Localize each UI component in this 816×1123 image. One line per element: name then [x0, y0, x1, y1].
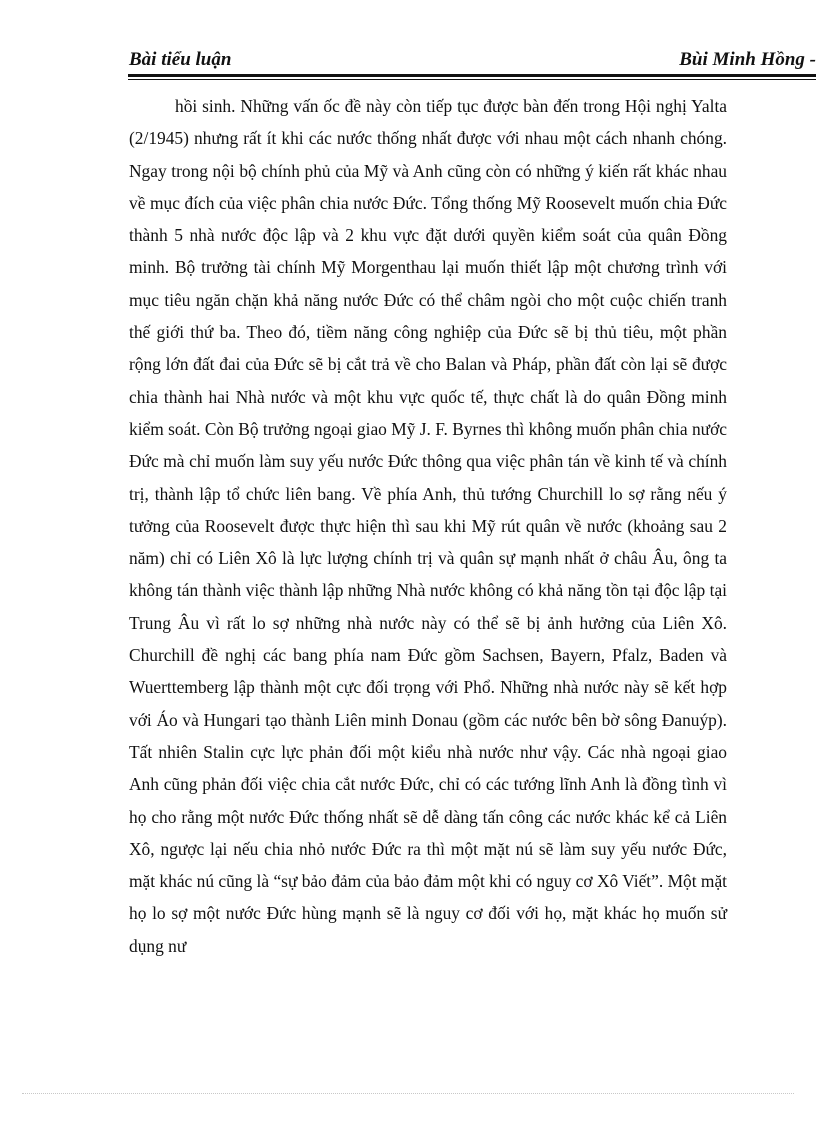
- author-name: Bùi Minh Hồng -: [679, 49, 816, 70]
- header-divider-thin: [128, 79, 816, 80]
- footer-divider: [22, 1093, 794, 1094]
- header-divider: [128, 74, 816, 77]
- body-paragraph: hồi sinh. Những vấn ốc đề này còn tiếp tục được bàn đến trong Hội nghị Yalta (2/1945) nhưng rất ít khi các nước thống nhất được với nhau một cách nhanh chóng. Ngay trong nội bộ chính phủ của Mỹ và Anh cũng còn có những ý kiến rất khác nhau về mục đích của việc phân chia nước Đức. Tổng thống Mỹ Roosevelt muốn chia Đức thành 5 nhà nước độc lập và 2 khu vực đặt dưới quyền kiểm soát của quân Đồng minh. Bộ trưởng tài chính Mỹ Morgenthau lại muốn thiết lập một chương trình với mục tiêu ngăn chặn khả năng nước Đức có thể châm ngòi cho một cuộc chiến tranh thế giới thứ ba. Theo đó, tiềm năng công nghiệp của Đức sẽ bị thủ tiêu, một phần rộng lớn đất đai của Đức sẽ bị cắt trả về cho Balan và Pháp, phần đất còn lại sẽ được chia thành hai Nhà nước và một khu vực quốc tế, thực chất là do quân Đồng minh kiểm soát. Còn Bộ trưởng ngoại giao Mỹ J. F. Byrnes thì không muốn phân chia nước Đức mà chỉ muốn làm suy yếu nước Đức thông qua việc phân tán về kinh tế và chính trị, thành lập tổ chức liên bang. Về phía Anh, thủ tướng Churchill lo sợ rằng nếu ý tưởng của Roosevelt được thực hiện thì sau khi Mỹ rút quân về nước (khoảng sau 2 năm) chỉ có Liên Xô là lực lượng chính trị và quân sự mạnh nhất ở châu Âu, ông ta không tán thành việc thành lập những Nhà nước không có khả năng tồn tại độc lập tại Trung Âu vì rất lo sợ những nhà nước này có thể sẽ bị ảnh hưởng của Liên Xô. Churchill đề nghị các bang phía nam Đức gồm Sachsen, Bayern, Pfalz, Baden và Wuerttemberg lập thành một cực đối trọng với Phổ. Những nhà nước này sẽ kết hợp với Áo và Hungari tạo thành Liên minh Donau (gồm các nước bên bờ sông Đanuýp). Tất nhiên Stalin cực lực phản đối một kiểu nhà nước như vậy. Các nhà ngoại giao Anh cũng phản đối việc chia cắt nước Đức, chỉ có các tướng lĩnh Anh là đồng tình vì họ cho rằng một nước Đức thống nhất sẽ dễ dàng tấn công các nước khác kể cả Liên Xô, ngược lại nếu chia nhỏ nước Đức ra thì một mặt nú sẽ làm suy yếu nước Đức, mặt khác nú cũng là “sự bảo đảm của bảo đảm một khi có nguy cơ Xô Viết”. Một mặt họ lo sợ một nước Đức hùng mạnh sẽ là nguy cơ đối với họ, mặt khác họ muốn sử dụng nư: [129, 96, 727, 956]
- document-title: Bài tiểu luận: [129, 49, 232, 70]
- page-header: [0, 46, 816, 80]
